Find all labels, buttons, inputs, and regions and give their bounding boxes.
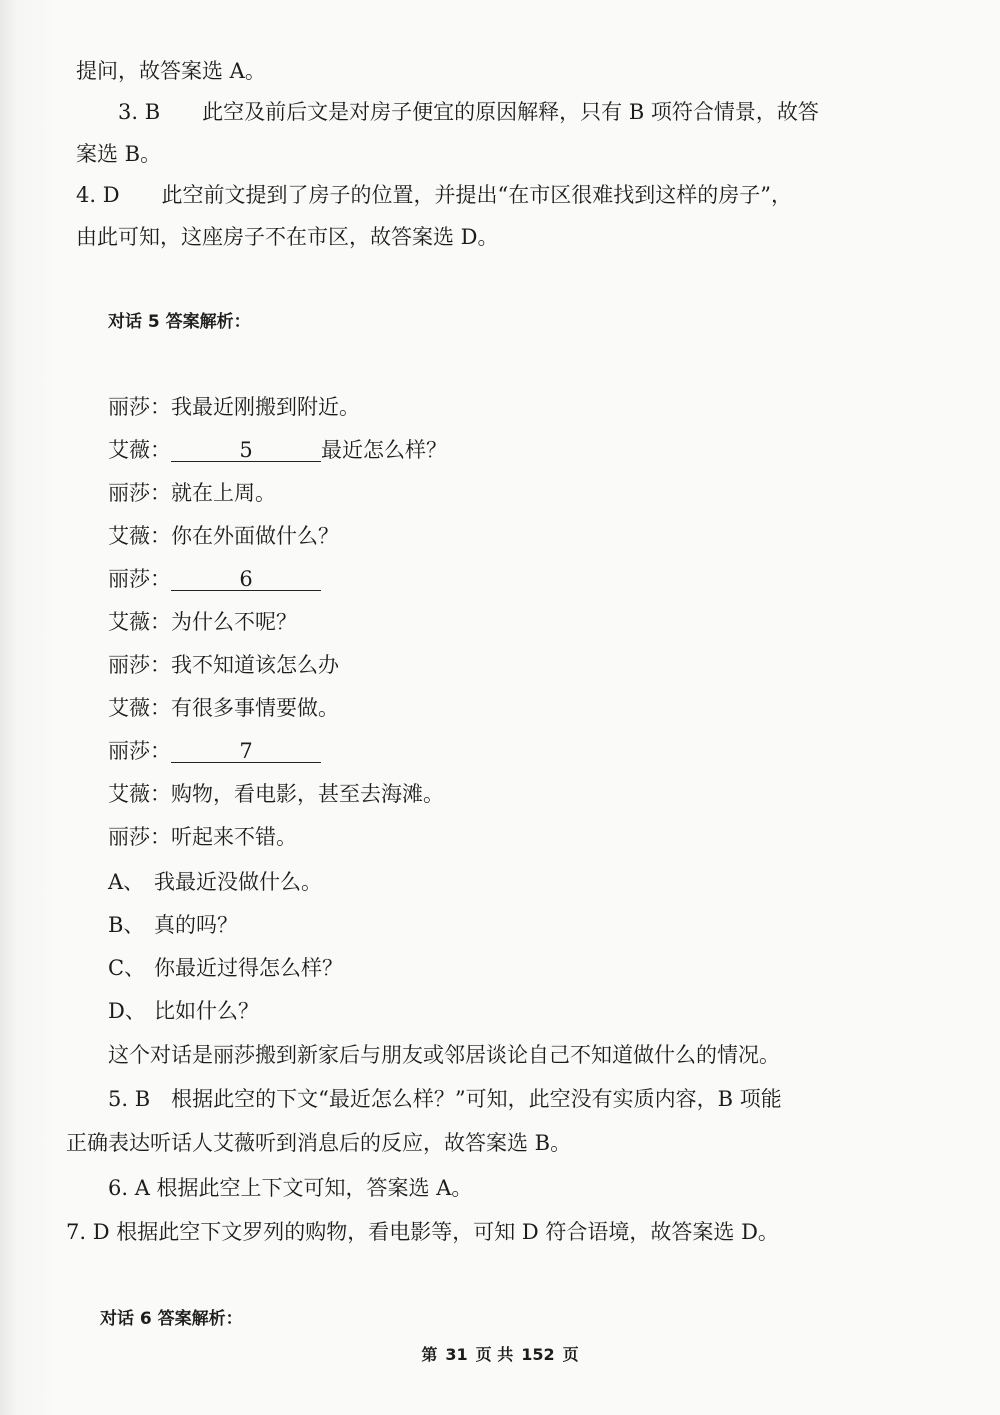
option-c — [108, 953, 343, 983]
page-middle: 页 共 — [475, 1345, 514, 1364]
dialogue-line — [108, 736, 321, 766]
dialogue-line — [108, 607, 297, 637]
blank-7: 7 — [171, 740, 321, 763]
option-text: 你最近过得怎么样？ — [154, 956, 343, 980]
speaker: 艾薇： — [108, 610, 171, 634]
option-text: 我最近没做什么。 — [154, 870, 322, 894]
dialogue-line — [108, 392, 360, 422]
page-current: 31 — [445, 1345, 468, 1364]
speaker: 丽莎： — [108, 395, 171, 419]
answer-6-line: 6. A 根据此空上下文可知，答案选 A。 — [108, 1176, 473, 1200]
speaker: 艾薇： — [108, 524, 171, 548]
text-line: 由此可知，这座房子不在市区，故答案选 D。 — [76, 225, 499, 249]
speaker: 艾薇： — [108, 438, 171, 462]
option-a — [108, 867, 322, 897]
page-suffix: 页 — [562, 1345, 579, 1364]
utterance: 最近怎么样？ — [321, 438, 447, 462]
option-text: 比如什么？ — [154, 999, 259, 1023]
utterance: 购物，看电影，甚至去海滩。 — [171, 782, 444, 806]
option-label: A、 — [108, 870, 145, 894]
utterance: 我不知道该怎么办 — [171, 653, 339, 677]
section-5-heading: 对话 5 答案解析： — [108, 312, 251, 332]
dialogue-line — [108, 779, 444, 809]
answer-5-line: 5. B 根据此空的下文“最近怎么样？”可知，此空没有实质内容，B 项能 — [108, 1087, 782, 1111]
option-label: D、 — [108, 999, 146, 1023]
answer-7-line: 7. D 根据此空下文罗列的购物，看电影等，可知 D 符合语境，故答案选 D。 — [66, 1220, 779, 1244]
dialogue-line — [108, 435, 447, 465]
speaker: 艾薇： — [108, 696, 171, 720]
section-6-heading: 对话 6 答案解析： — [100, 1309, 243, 1329]
answer-4-line: 4. D 此空前文提到了房子的位置，并提出“在市区很难找到这样的房子”， — [76, 183, 793, 207]
utterance: 你在外面做什么？ — [171, 524, 339, 548]
option-label: C、 — [108, 956, 146, 980]
answer-3-line: 3. B 此空及前后文是对房子便宜的原因解释，只有 B 项符合情景，故答 — [118, 100, 819, 124]
dialogue-line — [108, 564, 321, 594]
text-line: 提问，故答案选 A。 — [76, 59, 266, 83]
page-total: 152 — [521, 1345, 555, 1364]
dialogue-line — [108, 521, 339, 551]
blank-6: 6 — [171, 568, 321, 591]
dialogue-line — [108, 478, 276, 508]
dialogue-line — [108, 822, 297, 852]
text-line: 案选 B。 — [76, 142, 162, 166]
speaker: 丽莎： — [108, 653, 171, 677]
dialogue-summary: 这个对话是丽莎搬到新家后与朋友或邻居谈论自己不知道做什么的情况。 — [108, 1043, 780, 1067]
utterance: 就在上周。 — [171, 481, 276, 505]
speaker: 丽莎： — [108, 481, 171, 505]
utterance: 为什么不呢？ — [171, 610, 297, 634]
utterance: 听起来不错。 — [171, 825, 297, 849]
speaker: 丽莎： — [108, 739, 171, 763]
utterance: 我最近刚搬到附近。 — [171, 395, 360, 419]
speaker: 艾薇： — [108, 782, 171, 806]
page-footer — [0, 1342, 1000, 1365]
answer-5-continuation: 正确表达听话人艾薇听到消息后的反应，故答案选 B。 — [66, 1131, 572, 1155]
blank-5: 5 — [171, 439, 321, 462]
utterance: 有很多事情要做。 — [171, 696, 339, 720]
page-prefix: 第 — [421, 1345, 438, 1364]
option-text: 真的吗？ — [154, 913, 238, 937]
dialogue-line — [108, 693, 339, 723]
option-d — [108, 996, 259, 1026]
option-label: B、 — [108, 913, 145, 937]
speaker: 丽莎： — [108, 567, 171, 591]
option-b — [108, 910, 238, 940]
dialogue-line — [108, 650, 339, 680]
speaker: 丽莎： — [108, 825, 171, 849]
